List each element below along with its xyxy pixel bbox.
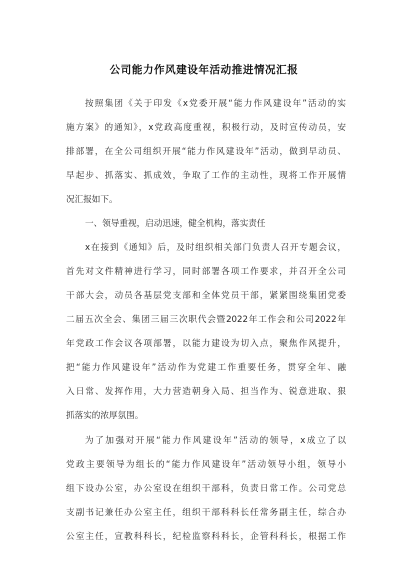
paragraph-line: 支副书记兼任办公室主任，组织干部科科长任常务副主任，综合办 bbox=[66, 508, 346, 518]
paragraph-line: 把“能力作风建设年”活动作为党建工作重要任务，贯穿全年、融 bbox=[66, 363, 346, 373]
document-title: 公司能力作风建设年活动推进情况汇报 bbox=[109, 64, 299, 76]
paragraph-line: x在接到《通知》后，及时组织相关部门负责人召开专题会议， bbox=[85, 243, 346, 253]
paragraph-line: 抓落实的浓厚氛围。 bbox=[66, 411, 144, 421]
paragraph-line: 为了加强对开展“能力作风建设年”活动的领导，x成立了以 bbox=[85, 436, 346, 446]
paragraph-line: 组下设办公室，办公室设在组织干部科，负责日常工作。公司党总 bbox=[66, 484, 346, 494]
paragraph-line: 公室主任，宣教科科长，纪检监察科科长，企管科科长，根据工作 bbox=[66, 532, 346, 542]
paragraph-line: 排部署，在全公司组织开展“能力作风建设年”活动，做到早动员、 bbox=[66, 147, 346, 157]
paragraph-line: 按照集团《关于印发《x党委开展“能力作风建设年”活动的实 bbox=[85, 99, 346, 109]
paragraph-line: 况汇报如下。 bbox=[66, 195, 118, 205]
paragraph-line: 早起步、抓落实、抓成效，争取了工作的主动性，现将工作开展情 bbox=[66, 171, 346, 181]
paragraph-line: 干部大会，动员各基层党支部和全体党员干部，紧紧围绕集团党委 bbox=[66, 291, 346, 301]
paragraph-line: 入日常、发挥作用，大力营造朝身入局、担当作为、锐意进取、狠 bbox=[66, 387, 346, 397]
paragraph-line: 首先对文件精神进行学习，同时部署各项工作要求，并召开全公司 bbox=[66, 267, 346, 277]
paragraph-line: 施方案》的通知》，x党政高度重视，积极行动，及时宣传动员，安 bbox=[66, 123, 346, 133]
section-heading: 一、领导重视，启动迅速，健全机构，落实责任 bbox=[85, 219, 266, 229]
paragraph-line: 年党政工作会议各项部署，以能力建设为切入点，聚焦作风提升， bbox=[66, 339, 346, 349]
paragraph-line: 党政主要领导为组长的“能力作风建设年”活动领导小组，领导小 bbox=[66, 460, 346, 470]
paragraph-line: 二届五次全会、集团三届三次职代会暨2022年工作会和公司2022年 bbox=[66, 315, 346, 325]
